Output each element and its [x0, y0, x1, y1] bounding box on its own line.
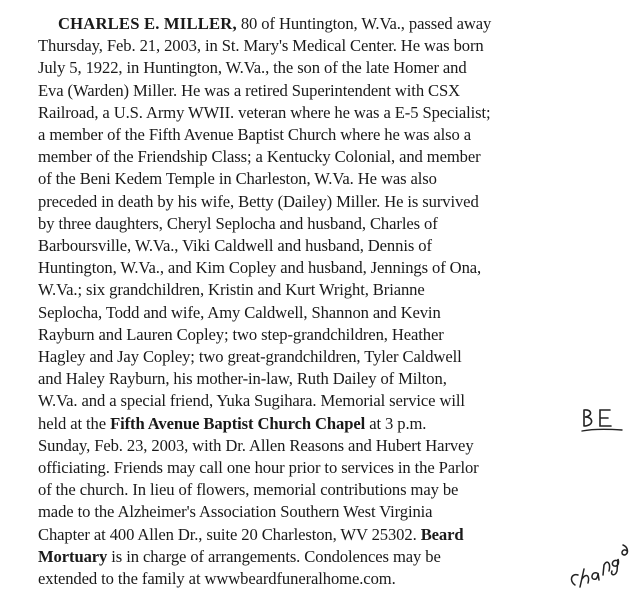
text-segment: of the church. In lieu of flowers, memorial contributions may be	[38, 480, 459, 500]
obituary-line	[38, 346, 593, 368]
text-segment: Railroad, a U.S. Army WWII. veteran where he was a E-5 Specialist;	[38, 102, 491, 122]
obituary-line	[38, 235, 593, 257]
obituary-line	[38, 413, 593, 435]
text-segment: Thursday, Feb. 21, 2003, in St. Mary's Medical Center. He was born	[38, 36, 484, 56]
handwritten-margin-note	[580, 406, 624, 434]
obituary-line	[38, 435, 593, 457]
text-segment: Eva (Warden) Miller. He was a retired Superintendent with CSX	[38, 80, 461, 100]
obituary-line	[38, 501, 593, 523]
deceased-name: CHARLES E. MILLER,	[58, 14, 237, 33]
obituary-line	[38, 457, 593, 479]
handwritten-corner-note	[565, 525, 633, 595]
text-segment: Sunday, Feb. 23, 2003, with Dr. Allen Reasons and Hubert Harvey	[38, 435, 474, 455]
obituary-line	[38, 390, 593, 412]
bold-text: Beard	[420, 524, 464, 544]
text-segment: held at the	[38, 413, 111, 433]
obituary-line	[38, 568, 593, 590]
obituary-line	[38, 546, 593, 568]
bold-text: Fifth Avenue Baptist Church Chapel	[110, 413, 366, 433]
obituary-clipping	[38, 13, 593, 590]
obituary-line	[38, 102, 593, 124]
obituary-line	[38, 279, 593, 301]
text-segment: W.Va. and a special friend, Yuka Sugihara. Memorial service will	[38, 391, 465, 411]
obituary-line	[38, 80, 593, 102]
text-segment: 80 of Huntington, W.Va., passed away	[236, 14, 492, 33]
text-segment: July 5, 1922, in Huntington, W.Va., the son of the late Homer and	[38, 58, 467, 78]
text-segment: at 3 p.m.	[365, 413, 427, 433]
obituary-line	[38, 35, 593, 57]
text-segment: officiating. Friends may call one hour prior to services in the Parlor	[38, 458, 479, 478]
handwritten-be-mark	[580, 406, 624, 434]
obituary-line	[38, 479, 593, 501]
text-segment: extended to the family at wwwbeardfuneralhome.com.	[38, 569, 396, 589]
text-segment: Rayburn and Lauren Copley; two step-grandchildren, Heather	[38, 324, 444, 344]
obituary-line	[38, 146, 593, 168]
obituary-line	[38, 213, 593, 235]
text-segment: preceded in death by his wife, Betty (Dailey) Miller. He is survived	[38, 191, 479, 211]
handwritten-change-mark	[565, 525, 633, 595]
text-segment: W.Va.; six grandchildren, Kristin and Kurt Wright, Brianne	[38, 280, 425, 300]
obituary-line	[38, 302, 593, 324]
obituary-line	[38, 191, 593, 213]
text-segment: by three daughters, Cheryl Seplocha and husband, Charles of	[38, 213, 438, 233]
text-segment: a member of the Fifth Avenue Baptist Church where he was also a	[38, 125, 472, 145]
text-segment: Hagley and Jay Copley; two great-grandchildren, Tyler Caldwell	[38, 347, 462, 367]
text-segment: Barboursville, W.Va., Viki Caldwell and husband, Dennis of	[38, 236, 432, 256]
obituary-line	[38, 324, 593, 346]
text-segment: and Haley Rayburn, his mother-in-law, Ruth Dailey of Milton,	[38, 369, 447, 389]
obituary-line	[38, 257, 593, 279]
text-segment: Seplocha, Todd and wife, Amy Caldwell, Shannon and Kevin	[38, 302, 441, 322]
text-segment: member of the Friendship Class; a Kentucky Colonial, and member	[38, 147, 481, 167]
text-segment: Chapter at 400 Allen Dr., suite 20 Charleston, WV 25302.	[38, 524, 421, 544]
text-segment: of the Beni Kedem Temple in Charleston, W.Va. He was also	[38, 169, 437, 189]
text-segment: is in charge of arrangements. Condolences may be	[107, 546, 441, 566]
obituary-line	[38, 13, 593, 35]
obituary-line	[38, 57, 593, 79]
text-segment: made to the Alzheimer's Association Southern West Virginia	[38, 502, 433, 522]
text-segment: Huntington, W.Va., and Kim Copley and husband, Jennings of Ona,	[38, 258, 482, 278]
obituary-line	[38, 368, 593, 390]
obituary-line	[38, 168, 593, 190]
bold-text: Mortuary	[38, 546, 108, 566]
obituary-line	[38, 124, 593, 146]
obituary-line	[38, 524, 593, 546]
